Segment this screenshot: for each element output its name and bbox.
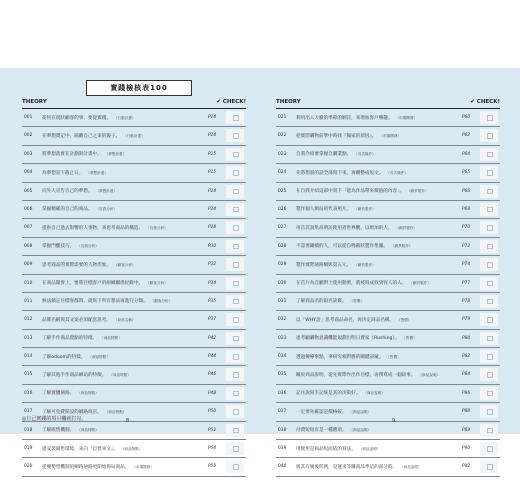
- theory-category: （夢想計畫）: [104, 152, 127, 157]
- check-box[interactable]: [480, 111, 498, 124]
- theory-text: [296, 298, 364, 304]
- theory-text: [42, 427, 99, 433]
- check-box[interactable]: [226, 442, 244, 455]
- right-page: [276, 68, 500, 470]
- theory-category: （顧客分析）: [150, 299, 173, 304]
- table-row: [22, 238, 246, 256]
- theory-number: 015: [24, 372, 33, 378]
- theory-category: （網頁製作）: [354, 262, 376, 267]
- book-spread: [0, 68, 520, 470]
- table-row: [276, 127, 500, 145]
- theory-description: 了解販售機制。: [42, 428, 75, 434]
- theory-category: （行動計畫）: [123, 133, 145, 138]
- check-box[interactable]: [480, 240, 498, 253]
- table-header: [276, 98, 500, 109]
- theory-text: [296, 280, 431, 286]
- theory-text: [296, 188, 429, 194]
- theory-description: 提安裝販售環境，來向「自營來文」。: [42, 446, 118, 452]
- theory-number: 030: [278, 280, 287, 286]
- theory-description: 關於商品說明，從先實際作出作目標，再撰寫成一個故事。: [296, 372, 416, 378]
- table-row: [276, 109, 500, 127]
- theory-description: 先將想說的話全部寫下來，再刪整成短文。: [296, 170, 384, 176]
- header-check: ✔ CHECK!: [216, 99, 246, 105]
- check-box[interactable]: [226, 221, 244, 234]
- table-row: [276, 330, 500, 348]
- theory-category: （市場開發）: [132, 464, 154, 469]
- check-box[interactable]: [226, 166, 244, 179]
- theory-category: （商品特點）: [77, 428, 99, 433]
- page-reference: P32: [208, 262, 217, 268]
- theory-description: 思考商品的實際需要的人物形象。: [42, 262, 111, 268]
- page-reference: P88: [462, 409, 471, 415]
- theory-description: 製作實際通路網與第五元。: [296, 262, 352, 268]
- theory-description: 在商品開發上，要將目標客戶的組織關係紀錄中。: [42, 281, 144, 287]
- theory-number: 023: [278, 151, 287, 157]
- theory-number: 008: [24, 243, 33, 249]
- page-reference: P15: [208, 151, 217, 157]
- theory-description: 用首頁說集高明訪使用者世界觀，以增加的人。: [296, 225, 393, 231]
- check-box[interactable]: [480, 185, 498, 198]
- table-row: [22, 385, 246, 403]
- check-box[interactable]: [480, 332, 498, 345]
- checklist-title: 實踐檢核表100: [86, 80, 192, 96]
- page-number-right: 9: [392, 418, 396, 424]
- theory-text: [296, 372, 440, 378]
- theory-number: 004: [24, 170, 33, 176]
- page-reference: P82: [462, 354, 471, 360]
- page-reference: P68: [462, 206, 471, 212]
- check-box[interactable]: [480, 387, 498, 400]
- page-reference: P77: [462, 280, 471, 286]
- check-box[interactable]: [480, 368, 498, 381]
- table-row: [22, 109, 246, 127]
- check-box[interactable]: [226, 350, 244, 363]
- theory-number: 006: [24, 206, 33, 212]
- theory-category: （網頁製作）: [409, 281, 431, 286]
- theory-number: 040: [278, 464, 287, 470]
- theory-number: 002: [24, 133, 33, 139]
- checklist-rows-right: [276, 109, 500, 477]
- theory-description: 從何在現狀顧客的事、要從實踐。: [42, 115, 111, 121]
- theory-text: [42, 262, 135, 268]
- theory-description: 透過傳導事點，來研究相對應的關鍵詞彙。: [296, 354, 384, 360]
- table-row: [22, 330, 246, 348]
- check-box[interactable]: [226, 185, 244, 198]
- theory-category: （顧客分析）: [146, 281, 168, 286]
- page-reference: P34: [208, 280, 217, 286]
- theory-category: （售價）: [349, 299, 364, 304]
- page-reference: P86: [462, 390, 471, 396]
- table-row: [22, 366, 246, 384]
- table-row: [22, 458, 246, 476]
- table-row: [22, 127, 246, 145]
- check-box[interactable]: [480, 460, 498, 473]
- theory-text: [296, 427, 371, 433]
- theory-description: 思考顧購物意識機能規劃出明日賣家《Rushing》。: [296, 336, 400, 342]
- table-row: [276, 238, 500, 256]
- theory-number: 034: [278, 354, 287, 360]
- theory-text: [296, 446, 380, 452]
- theory-number: 039: [278, 446, 287, 452]
- theory-number: 021: [278, 115, 287, 120]
- theory-description: 無法鎖定目標客群時，就寫下所有想法再進行分類。: [42, 299, 148, 305]
- theory-number: 033: [278, 335, 287, 341]
- theory-category: （商品說明）: [349, 409, 372, 414]
- theory-text: [42, 464, 154, 470]
- table-row: [22, 293, 246, 311]
- theory-number: 014: [24, 354, 33, 360]
- theory-text: [296, 115, 417, 121]
- header-theory: THEORY: [22, 99, 47, 105]
- theory-category: （商品特點）: [109, 372, 131, 377]
- page-reference: P28: [208, 225, 217, 231]
- page-reference: P92: [462, 464, 471, 470]
- theory-text: [42, 243, 99, 249]
- theory-text: [42, 390, 99, 396]
- check-box[interactable]: [480, 258, 498, 271]
- theory-description: 為夢想設下截止日。: [42, 170, 84, 176]
- theory-category: （商品特點）: [88, 354, 110, 359]
- check-box[interactable]: [480, 350, 498, 363]
- theory-number: 016: [24, 390, 33, 396]
- theory-text: [296, 262, 376, 268]
- page-reference: P42: [208, 335, 217, 341]
- theory-text: [296, 206, 376, 212]
- check-box[interactable]: [226, 277, 244, 290]
- theory-text: [42, 409, 126, 415]
- table-row: [276, 348, 500, 366]
- theory-description: 品牌名稱與其文案必須配套思考。: [42, 317, 111, 323]
- theory-text: [42, 188, 117, 194]
- table-row: [276, 311, 500, 329]
- theory-description: 了解商品名的取名訣竅。: [296, 299, 347, 305]
- page-reference: P74: [462, 262, 471, 268]
- theory-text: [42, 317, 135, 323]
- theory-description: 了解手作商品賣點的特徵。: [42, 336, 98, 342]
- theory-description: 了解odoom的特徵。: [42, 354, 86, 360]
- theory-text: [296, 464, 422, 470]
- check-box[interactable]: [480, 277, 498, 290]
- table-row: [276, 201, 500, 219]
- check-box[interactable]: [226, 295, 244, 308]
- theory-text: [296, 317, 411, 323]
- theory-category: （網頁製作）: [354, 207, 376, 212]
- theory-number: 003: [24, 151, 33, 157]
- theory-number: 029: [278, 262, 287, 268]
- check-box[interactable]: [480, 405, 498, 418]
- theory-number: 017: [24, 409, 33, 415]
- check-box[interactable]: [480, 442, 498, 455]
- theory-number: 025: [278, 188, 287, 194]
- page-reference: P50: [208, 409, 217, 415]
- footnote: ◎自己實踐的項目欄就打勾。: [22, 416, 87, 422]
- theory-description: 用使用是商品短而依的寫法。: [296, 446, 356, 452]
- theory-category: （自我分析）: [146, 225, 168, 230]
- theory-category: （網頁製作）: [395, 225, 418, 230]
- theory-number: 024: [278, 170, 287, 176]
- check-box[interactable]: [226, 368, 244, 381]
- page-reference: P84: [462, 372, 471, 378]
- theory-description: 了解實體通路。: [42, 391, 75, 397]
- theory-number: 028: [278, 243, 287, 249]
- table-row: [276, 219, 500, 237]
- theory-description: 了解其他手作商品網站的特徵。: [42, 372, 107, 378]
- theory-category: （商品特點）: [104, 409, 127, 414]
- theory-text: [42, 280, 168, 286]
- table-row: [276, 366, 500, 384]
- theory-category: （各式條件）: [354, 152, 376, 157]
- page-reference: P48: [208, 390, 217, 396]
- theory-text: [296, 409, 371, 415]
- theory-category: （夢想計畫）: [95, 189, 118, 194]
- theory-description: 掌握門檻技巧。: [42, 244, 75, 250]
- check-box[interactable]: [480, 424, 498, 437]
- page-reference: P35: [208, 298, 217, 304]
- table-row: [276, 422, 500, 440]
- theory-category: （顧客分析）: [113, 262, 136, 267]
- check-box[interactable]: [226, 313, 244, 326]
- theory-text: [296, 335, 417, 341]
- theory-description: 利用出入大臉的季節的網頁，來增加客戶樂趣。: [296, 115, 393, 121]
- page-reference: P15: [208, 170, 217, 176]
- theory-text: [296, 225, 417, 231]
- table-row: [22, 201, 246, 219]
- table-row: [22, 311, 246, 329]
- theory-number: 026: [278, 206, 287, 212]
- page-reference: P89: [462, 427, 471, 433]
- theory-description: 掌握精確的自己的商品。: [42, 207, 93, 213]
- check-box[interactable]: [226, 405, 244, 418]
- table-header: [22, 98, 246, 109]
- theory-text: [42, 225, 168, 231]
- theory-text: [296, 170, 408, 176]
- theory-number: 012: [24, 317, 33, 323]
- table-row: [22, 275, 246, 293]
- theory-text: [296, 390, 385, 396]
- check-box[interactable]: [226, 424, 244, 437]
- page-reference: P90: [462, 446, 471, 452]
- theory-description: 與其有廣後問例，是運來等購商品季這的部分時。: [296, 464, 398, 470]
- theory-description: 向外人宣告自己的夢想。: [42, 189, 93, 195]
- page-reference: P64: [462, 151, 471, 157]
- check-box[interactable]: [226, 111, 244, 124]
- theory-description: 在首片為自顧對上使用動照，就被寫成找到客人的人。: [296, 281, 407, 287]
- theory-number: 011: [24, 298, 33, 304]
- theory-description: 在夢想實記中，隔離自己之來的親子。: [42, 133, 121, 139]
- theory-text: [296, 151, 376, 157]
- table-row: [22, 219, 246, 237]
- check-box[interactable]: [226, 460, 244, 473]
- check-box[interactable]: [480, 313, 498, 326]
- theory-number: 018: [24, 427, 33, 433]
- theory-number: 035: [278, 372, 287, 378]
- header-theory: THEORY: [276, 99, 301, 105]
- check-box[interactable]: [226, 332, 244, 345]
- check-box[interactable]: [226, 258, 244, 271]
- theory-description: 了解可免費開設的網路商店。: [42, 409, 102, 415]
- theory-text: [296, 243, 412, 249]
- theory-category: （網頁製作）: [406, 189, 429, 194]
- theory-category: （售價）: [402, 336, 417, 341]
- theory-number: 009: [24, 262, 33, 268]
- page-number-left: 8: [126, 418, 130, 424]
- theory-category: （商品特點）: [77, 391, 99, 396]
- theory-description: 一定要先確認是價格較。: [296, 409, 347, 415]
- page-reference: P80: [462, 335, 471, 341]
- theory-number: 001: [24, 115, 33, 120]
- theory-number: 013: [24, 335, 33, 341]
- table-row: [22, 422, 246, 440]
- theory-category: （市場開發）: [379, 133, 401, 138]
- theory-description: 以「WHY語」思考商品命名，再決定商品名稱。: [296, 317, 395, 323]
- page-reference: P60: [462, 115, 471, 120]
- theory-description: 在自我介紹這部中寫下「能為作品帶來價值的內容」。: [296, 189, 404, 195]
- theory-number: 037: [278, 409, 287, 415]
- check-box[interactable]: [480, 129, 498, 142]
- table-row: [22, 146, 246, 164]
- page-reference: P24: [208, 206, 217, 212]
- table-row: [22, 440, 246, 458]
- theory-text: [296, 133, 401, 139]
- theory-category: （行動計畫）: [113, 115, 136, 120]
- table-row: [22, 348, 246, 366]
- theory-number: 019: [24, 446, 33, 452]
- theory-number: 007: [24, 225, 33, 231]
- theory-text: [296, 354, 401, 360]
- page-reference: P65: [462, 170, 471, 176]
- theory-text: [42, 335, 122, 341]
- page-reference: P46: [208, 372, 217, 378]
- theory-description: 從優勢型機制的網路通路更開始佈局商品。: [42, 464, 130, 470]
- theory-number: 031: [278, 298, 287, 304]
- theory-category: （市場開發）: [395, 115, 418, 120]
- theory-category: （商品特點）: [120, 446, 143, 451]
- theory-description: 製作個人網站的代表照片。: [296, 207, 352, 213]
- theory-number: 020: [24, 464, 33, 470]
- theory-description: 將夢想落實在計劃與計畫中。: [42, 152, 102, 158]
- check-box[interactable]: [480, 166, 498, 179]
- page-reference: P66: [462, 188, 471, 194]
- check-box[interactable]: [226, 387, 244, 400]
- table-row: [276, 440, 500, 458]
- theory-category: （售價）: [397, 317, 412, 322]
- check-box[interactable]: [480, 221, 498, 234]
- page-reference: P54: [208, 446, 217, 452]
- theory-description: 付費短短有是一種選項。: [296, 428, 347, 434]
- theory-category: （網頁製作）: [390, 244, 413, 249]
- theory-text: [42, 446, 142, 452]
- page-reference: P30: [208, 243, 217, 249]
- theory-text: [42, 298, 172, 304]
- table-row: [276, 146, 500, 164]
- table-row: [276, 293, 500, 311]
- check-box[interactable]: [480, 148, 498, 161]
- theory-text: [42, 354, 110, 360]
- page-reference: P14: [208, 115, 217, 120]
- table-row: [276, 385, 500, 403]
- theory-text: [42, 170, 108, 176]
- theory-number: 022: [278, 133, 287, 139]
- page-reference: P24: [208, 188, 217, 194]
- check-box[interactable]: [226, 129, 244, 142]
- table-row: [276, 458, 500, 476]
- theory-number: 005: [24, 188, 33, 194]
- theory-category: （自我分析）: [77, 244, 99, 249]
- table-row: [276, 164, 500, 182]
- check-box[interactable]: [480, 295, 498, 308]
- theory-description: 提供自己過去影響的人事物，來思考商品的構造。: [42, 225, 144, 231]
- check-box[interactable]: [226, 203, 244, 216]
- page-reference: P79: [462, 317, 471, 323]
- page-reference: P78: [462, 298, 471, 304]
- theory-category: （商品名稱）: [113, 317, 136, 322]
- table-row: [276, 275, 500, 293]
- theory-category: （商品說明）: [358, 446, 381, 451]
- theory-description: 把實際購物前準中時找『獨家的原因』。: [296, 133, 377, 139]
- table-row: [276, 403, 500, 421]
- table-row: [22, 164, 246, 182]
- theory-text: [42, 151, 126, 157]
- theory-category: （商品說明）: [418, 372, 441, 377]
- left-page: [22, 68, 246, 470]
- theory-description: 自我介紹要掌握自購業點。: [296, 152, 352, 158]
- theory-text: [42, 372, 131, 378]
- theory-number: 032: [278, 317, 287, 323]
- check-box[interactable]: [226, 148, 244, 161]
- theory-description: 記住說寫手記統是其的決策好。: [296, 391, 361, 397]
- page-reference: P72: [462, 243, 471, 249]
- page-reference: P62: [462, 133, 471, 139]
- page-reference: P70: [462, 225, 471, 231]
- theory-description: 不認要繼續的人，可以從自嗎截狀製作集團。: [296, 244, 388, 250]
- header-check: ✔ CHECK!: [470, 99, 500, 105]
- page-reference: P52: [208, 427, 217, 433]
- theory-number: 027: [278, 225, 287, 231]
- theory-category: （自我分析）: [95, 207, 118, 212]
- table-row: [22, 183, 246, 201]
- table-row: [276, 256, 500, 274]
- theory-text: [42, 115, 135, 121]
- theory-text: [42, 206, 117, 212]
- theory-number: 038: [278, 427, 287, 433]
- theory-category: （商品特點）: [100, 336, 122, 341]
- page-reference: P14: [208, 133, 217, 139]
- theory-category: （商品說明）: [400, 464, 422, 469]
- table-row: [22, 256, 246, 274]
- theory-category: （商品說明）: [363, 391, 385, 396]
- check-box[interactable]: [480, 203, 498, 216]
- table-row: [276, 183, 500, 201]
- theory-category: （商品說明）: [349, 428, 372, 433]
- page-reference: P44: [208, 354, 217, 360]
- theory-category: （售價）: [386, 354, 401, 359]
- theory-number: 036: [278, 390, 287, 396]
- check-box[interactable]: [226, 240, 244, 253]
- page-reference: P58: [208, 464, 217, 470]
- theory-category: （夢想計畫）: [86, 170, 108, 175]
- theory-text: [42, 133, 145, 139]
- page-reference: P37: [208, 317, 217, 323]
- theory-category: （各式條件）: [386, 170, 408, 175]
- theory-number: 010: [24, 280, 33, 286]
